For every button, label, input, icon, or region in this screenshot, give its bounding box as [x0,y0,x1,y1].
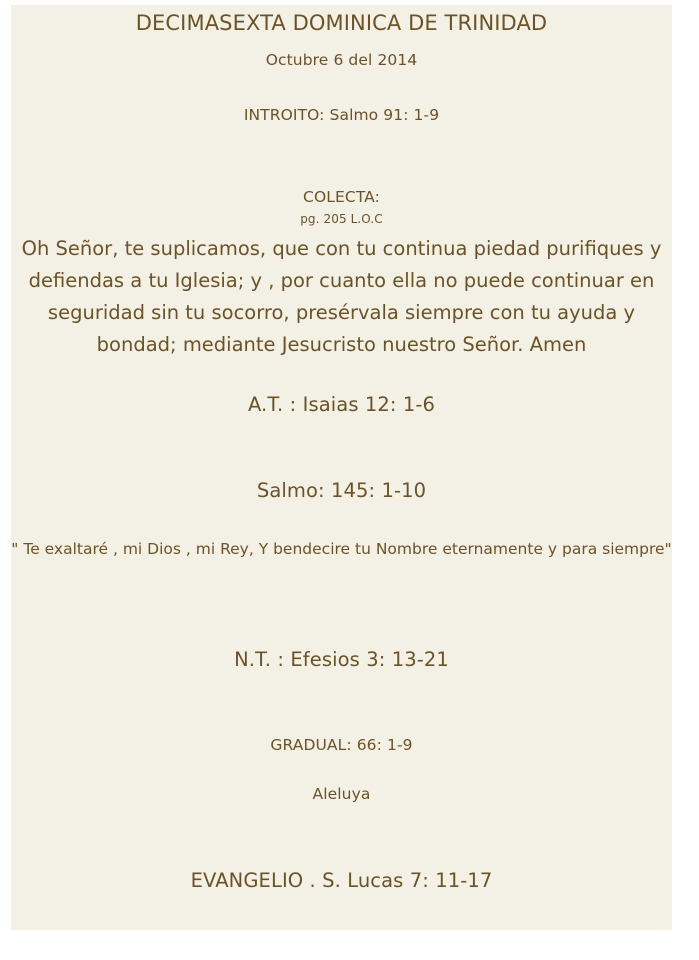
psalm-quote: " Te exaltaré , mi Dios , mi Rey, Y bendecire tu Nombre eternamente y para siempre" [11,540,672,558]
gospel-reading: EVANGELIO . S. Lucas 7: 11-17 [190,869,493,892]
old-testament-reading: A.T. : Isaias 12: 1-6 [247,393,436,416]
bulletin-page [11,5,672,930]
colecta-prayer: Oh Señor, te suplicamos, que con tu continua piedad purifiques y defiendas a tu Iglesia; y , por cuanto ella no puede continuar en seguridad sin tu socorro, presérvala siempre con tu ayuda y bondad; mediante Jesucristo nuestro Señor. Amen [21,237,662,356]
psalm-reading: Salmo: 145: 1-10 [256,479,427,502]
gradual-reading: GRADUAL: 66: 1-9 [270,736,413,754]
page-title: DECIMASEXTA DOMINICA DE TRINIDAD [135,11,548,35]
aleluya-text: Aleluya [312,785,371,803]
colecta-heading: COLECTA: [303,188,380,206]
service-date: Octubre 6 del 2014 [265,51,418,69]
new-testament-reading: N.T. : Efesios 3: 13-21 [234,648,449,671]
introito-reading: INTROITO: Salmo 91: 1-9 [243,106,440,124]
colecta-reference: pg. 205 L.O.C [300,212,383,226]
